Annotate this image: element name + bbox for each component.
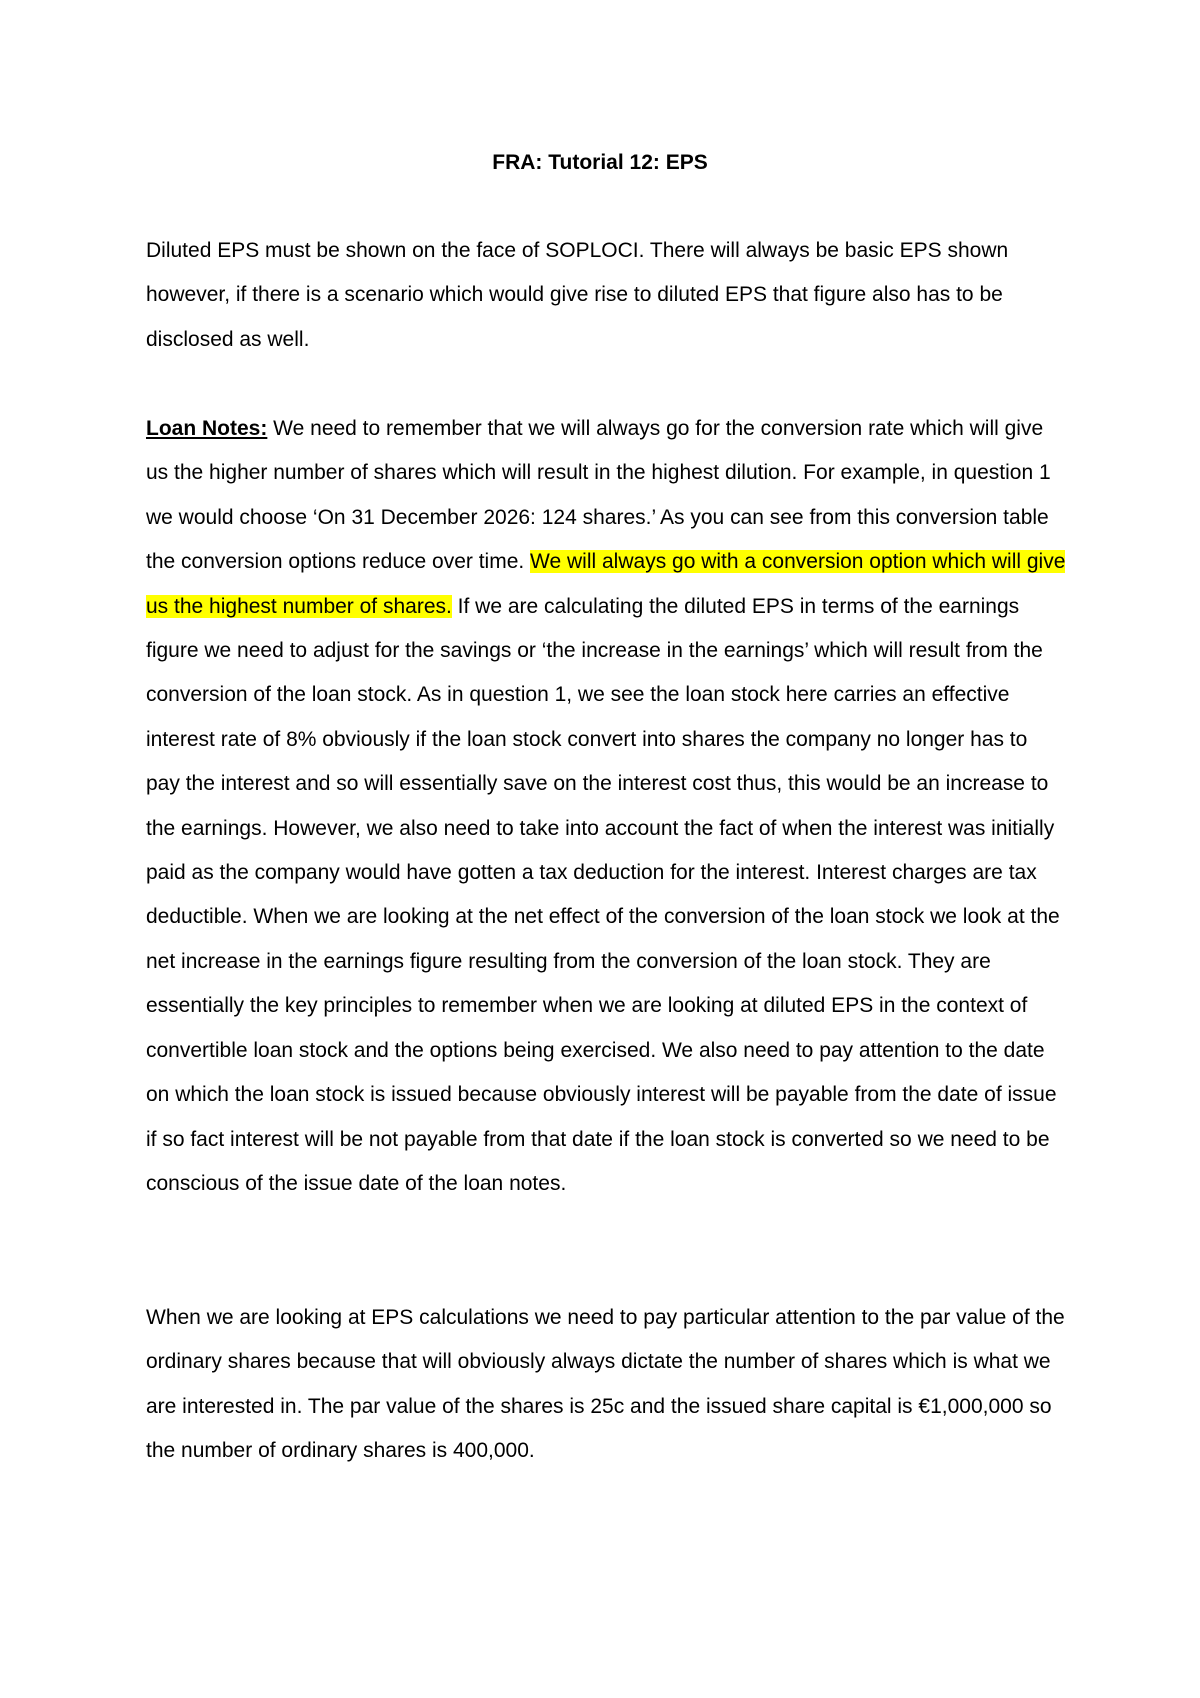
loan-notes-label: Loan Notes: — [146, 417, 268, 440]
loan-notes-text-before: We need to remember that we will always go for the conversion rate which will give us the higher number of shares which will result in the highest dilution. For example, in question 1 we would choose ‘On 31 December 2026: 124 shares.’ As you can see from this conversion table the conversion options reduce over time. — [146, 417, 1051, 574]
paragraph-diluted-eps-intro: Diluted EPS must be shown on the face of SOPLOCI. There will always be basic EPS shown however, if there is a scenario which would give rise to diluted EPS that figure also has to be disclosed as well. — [146, 239, 1009, 351]
highlighted-text: We will always go with a conversion option which will give us the highest number of shares. — [146, 550, 1066, 618]
loan-notes-text-after: If we are calculating the diluted EPS in terms of the earnings figure we need to adjust for the savings or ‘the increase in the earnings’ which will result from the conversion of the loan stock. As in question 1, we see the loan stock here carries an effective interest rate of 8% obviously if the loan stock convert into shares the company no longer has to pay the interest and so will essentially save on the interest cost thus, this would be an increase to the earnings. However, we also need to take into account the fact of when the interest was initially paid as the company would have gotten a tax deduction for the interest. Interest charges are tax deductible. When we are looking at the net effect of the conversion of the loan stock we look at the net increase in the earnings figure resulting from the conversion of the loan stock. They are essentially the key principles to remember when we are looking at diluted EPS in the context of convertible loan stock and the options being exercised. We also need to pay attention to the date on which the loan stock is issued because obviously interest will be payable from the date of issue if so fact interest will be not payable from that date if the loan stock is converted so we need to be conscious of the issue date of the loan notes. — [146, 594, 1060, 1195]
document-title: FRA: Tutorial 12: EPS — [492, 151, 708, 174]
paragraph-loan-notes — [146, 407, 1066, 1206]
paragraph-par-value: When we are looking at EPS calculations we need to pay particular attention to the par value of the ordinary shares because that will obviously always dictate the number of shares which is what we are interested in. The par value of the shares is 25c and the issued share capital is €1,000,000 so the number of ordinary shares is 400,000. — [146, 1306, 1065, 1463]
